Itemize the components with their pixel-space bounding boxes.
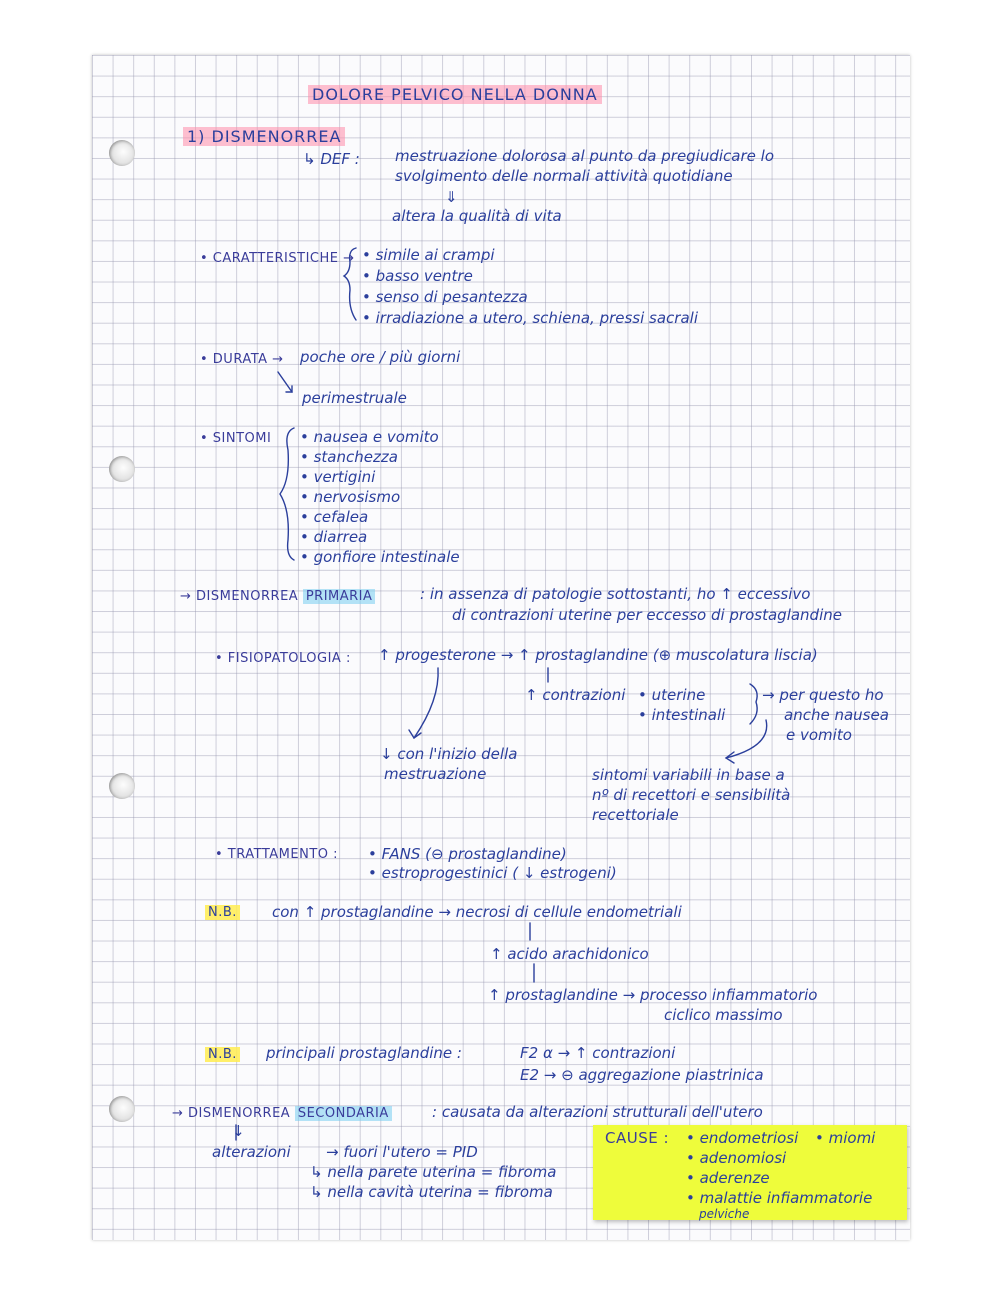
cause-item: • adenomiosi [686, 1149, 787, 1167]
nb-line: ciclico massimo [664, 1006, 783, 1024]
fisio-line: nº di recettori e sensibilità [592, 786, 791, 804]
fisio-label: • FISIOPATOLOGIA : [215, 651, 351, 666]
list-item: • cefalea [300, 508, 369, 526]
list-item: • gonfiore intestinale [300, 548, 460, 566]
fisio-line: recettoriale [592, 806, 679, 824]
fisio-line: mestruazione [384, 765, 487, 783]
binder-hole [109, 140, 135, 166]
fisio-line: • intestinali [638, 706, 726, 724]
list-item: • stanchezza [300, 448, 398, 466]
fisio-line: → per questo ho [762, 686, 884, 704]
cause-item: • miomi [815, 1129, 876, 1147]
def-arrow: ⇓ [445, 188, 458, 206]
cause-item: • malattie infiammatorie [686, 1189, 873, 1207]
durata-value: perimestruale [302, 389, 407, 407]
trattamento-item: • estroprogestinici ( ↓ estrogeni) [368, 864, 617, 882]
primaria-heading: → DISMENORREA PRIMARIA [180, 588, 375, 606]
nb-line: E2 → ⊖ aggregazione piastrinica [520, 1066, 764, 1084]
cause-item: • endometriosi [686, 1129, 799, 1147]
list-item: • nausea e vomito [300, 428, 439, 446]
def-line: svolgimento delle normali attività quotidiane [395, 167, 733, 185]
nb-line: con ↑ prostaglandine → necrosi di cellule endometriali [272, 903, 682, 921]
def-line: mestruazione dolorosa al punto da pregiudicare lo [395, 147, 775, 165]
section-heading: 1) DISMENORREA [183, 128, 345, 146]
page-title: DOLORE PELVICO NELLA DONNA [308, 86, 602, 104]
list-item: • irradiazione a utero, schiena, pressi sacrali [362, 309, 698, 327]
fisio-line: ↑ contrazioni [525, 686, 626, 704]
primaria-text: di contrazioni uterine per eccesso di prostaglandine [452, 606, 842, 624]
alterazioni-item: ↳ nella cavità uterina = fibroma [310, 1183, 553, 1201]
fisio-line: • uterine [638, 686, 706, 704]
nb-label: N.B. [205, 1046, 240, 1064]
fisio-line: ↑ progesterone → ↑ prostaglandine (⊕ muscolatura liscia) [378, 646, 818, 664]
list-item: • nervosismo [300, 488, 401, 506]
secondaria-text: : causata da alterazioni strutturali dell'utero [432, 1103, 763, 1121]
fisio-line: anche nausea [784, 706, 889, 724]
alterazioni-item: → fuori l'utero = PID [326, 1143, 478, 1161]
binder-hole [109, 456, 135, 482]
nb-line: principali prostaglandine : [266, 1044, 462, 1062]
alterazioni-label: alterazioni [212, 1143, 291, 1161]
cause-item: pelviche [699, 1207, 750, 1221]
def-line: altera la qualità di vita [392, 207, 562, 225]
list-item: • basso ventre [362, 267, 473, 285]
binder-hole [109, 1096, 135, 1122]
cause-label: CAUSE : [605, 1129, 670, 1147]
alterazioni-item: ↳ nella parete uterina = fibroma [310, 1163, 557, 1181]
secondaria-arrow: ↓ [232, 1122, 245, 1140]
fisio-line: e vomito [786, 726, 852, 744]
nb-line: ↑ acido arachidonico [490, 945, 649, 963]
list-item: • diarrea [300, 528, 368, 546]
nb-line: F2 α → ↑ contrazioni [520, 1044, 676, 1062]
durata-label: • DURATA → [200, 352, 284, 367]
durata-value: poche ore / più giorni [300, 348, 461, 366]
nb-label: N.B. [205, 904, 240, 922]
fisio-line: ↓ con l'inizio della [380, 745, 518, 763]
nb-line: ↑ prostaglandine → processo infiammatorio [488, 986, 818, 1004]
caratteristiche-label: • CARATTERISTICHE → [200, 251, 355, 266]
trattamento-item: • FANS (⊖ prostaglandine) [368, 845, 567, 863]
list-item: • simile ai crampi [362, 246, 495, 264]
trattamento-label: • TRATTAMENTO : [215, 847, 339, 862]
sticky-note [593, 1125, 907, 1220]
binder-hole [109, 773, 135, 799]
list-item: • vertigini [300, 468, 376, 486]
def-label: ↳ DEF : [303, 150, 360, 168]
list-item: • senso di pesantezza [362, 288, 528, 306]
sintomi-label: • SINTOMI [200, 431, 272, 446]
primaria-text: : in assenza di patologie sottostanti, ho ↑ eccessivo [420, 585, 811, 603]
secondaria-heading: → DISMENORREA SECONDARIA [172, 1105, 392, 1123]
fisio-line: sintomi variabili in base a [592, 766, 785, 784]
cause-item: • aderenze [686, 1169, 770, 1187]
